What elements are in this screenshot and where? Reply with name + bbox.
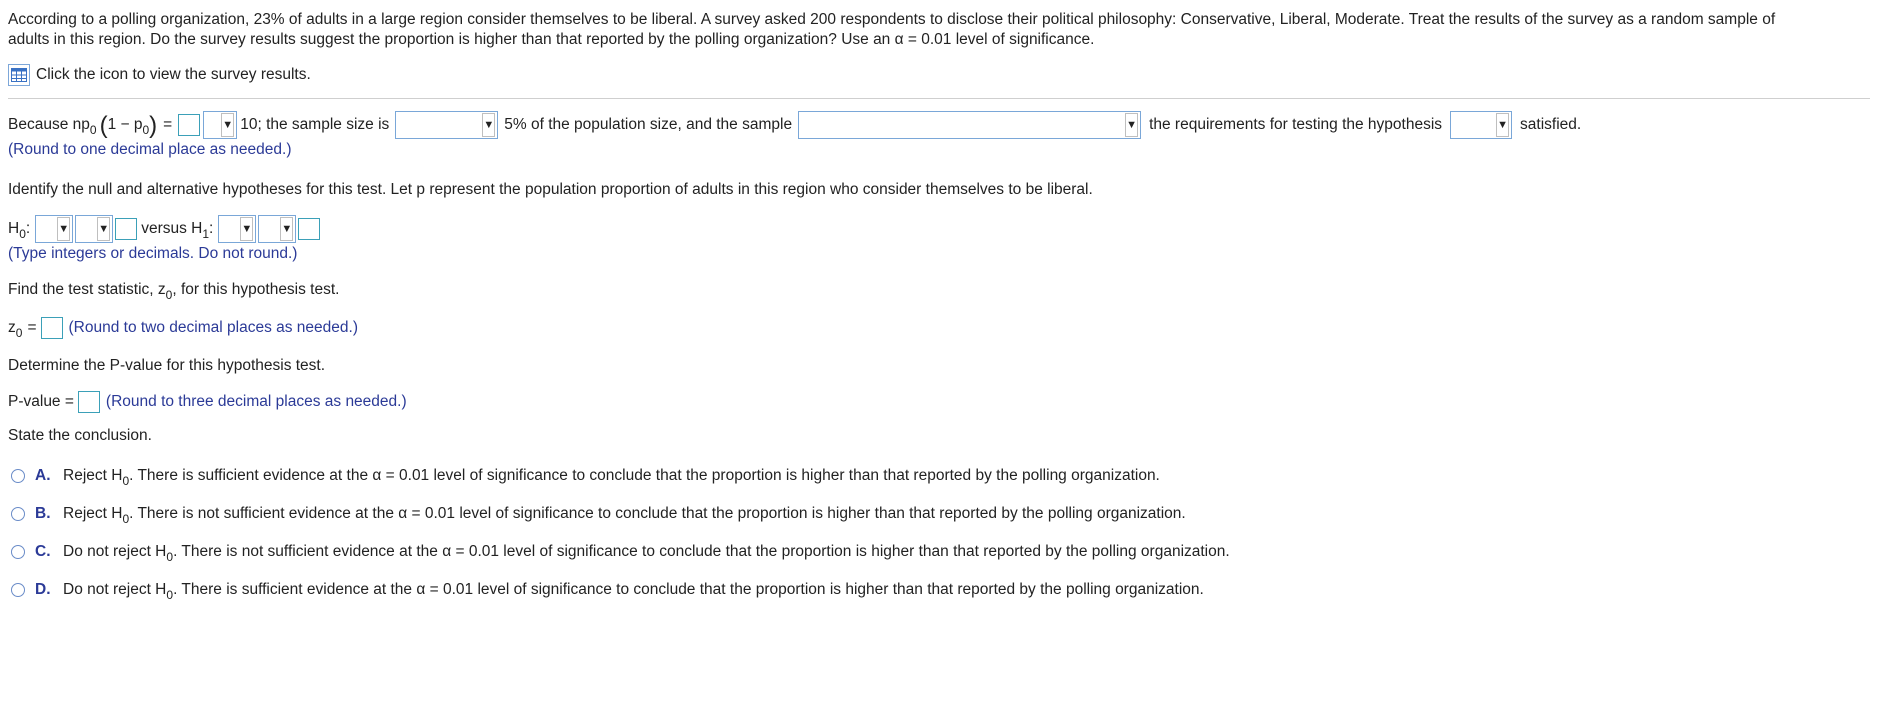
- integers-decimals-hint: (Type integers or decimals. Do not round.): [8, 245, 298, 262]
- open-paren: (: [99, 112, 108, 139]
- dropdown-arrow-icon[interactable]: ▼: [57, 217, 70, 241]
- requirements-dropdown[interactable]: [1450, 111, 1512, 139]
- sample-type-dropdown[interactable]: [798, 111, 1141, 139]
- problem-text-line-1: According to a polling organization, 23% of adults in a large region consider themselves to be liberal. A survey asked 200 respondents to disclose their political philosophy: Conservative, Liberal, Moderate. Treat the results of the survey as a random sample of: [8, 11, 1776, 28]
- h1-operator-dropdown[interactable]: [258, 215, 296, 243]
- problem-statement: [8, 10, 1870, 50]
- h0-label: $H_0$:: [8, 220, 31, 241]
- option-letter: D.: [35, 581, 51, 598]
- requirements-row: [8, 111, 1870, 139]
- option-b[interactable]: [8, 495, 1870, 533]
- option-text: Do not reject $H_0$. There is sufficient evidence at the α = 0.01 level of significance to conclude that the proportion is higher than that reported by the polling organization.: [63, 581, 1204, 602]
- ten-sample-label: 10; the sample size is: [240, 116, 390, 133]
- requirements-for-label: the requirements for testing the hypothesis: [1149, 116, 1443, 133]
- h0-operator-dropdown[interactable]: [75, 215, 113, 243]
- hypotheses-row: [8, 215, 1870, 243]
- h0-value-input[interactable]: [115, 218, 137, 240]
- subscript-0: 0: [89, 123, 97, 137]
- radio-a[interactable]: [11, 469, 25, 483]
- test-statistic-row: [8, 317, 1870, 339]
- one-minus-p-label: 1 − p: [107, 116, 143, 133]
- survey-results-link-text[interactable]: Click the icon to view the survey results.: [36, 66, 311, 83]
- because-label: Because np: [8, 116, 90, 133]
- radio-d[interactable]: [11, 583, 25, 597]
- equals-sign: =: [163, 116, 173, 133]
- dropdown-arrow-icon[interactable]: ▼: [280, 217, 293, 241]
- test-statistic-prompt: Find the test statistic, $z_0$, for this hypothesis test.: [8, 281, 340, 302]
- h0-parameter-dropdown[interactable]: [35, 215, 73, 243]
- round-three-decimal-hint: (Round to three decimal places as needed.): [105, 393, 407, 410]
- npq-value-input[interactable]: [178, 114, 200, 136]
- option-letter: C.: [35, 543, 51, 560]
- subscript-0: 0: [142, 123, 150, 137]
- option-text: Reject $H_0$. There is sufficient evidence at the α = 0.01 level of significance to conclude that the proportion is higher than that reported by the polling organization.: [63, 467, 1160, 488]
- dropdown-arrow-icon[interactable]: ▼: [482, 113, 495, 137]
- radio-c[interactable]: [11, 545, 25, 559]
- radio-b[interactable]: [11, 507, 25, 521]
- pvalue-prompt: Determine the P-value for this hypothesis test.: [8, 357, 326, 374]
- h1-value-input[interactable]: [298, 218, 320, 240]
- h1-parameter-dropdown[interactable]: [218, 215, 256, 243]
- dropdown-arrow-icon[interactable]: ▼: [97, 217, 110, 241]
- option-letter: A.: [35, 467, 51, 484]
- pvalue-row: [8, 391, 1870, 413]
- z0-label: $z_0$: [8, 319, 23, 340]
- problem-text-line-2: adults in this region. Do the survey results suggest the proportion is higher than that reported by the polling organization? Use an α = 0.01 level of significance.: [8, 31, 1095, 48]
- comparison-dropdown-1[interactable]: [203, 111, 237, 139]
- round-one-decimal-hint: (Round to one decimal place as needed.): [8, 141, 292, 158]
- satisfied-label: satisfied.: [1520, 116, 1582, 133]
- option-a[interactable]: [8, 457, 1870, 495]
- versus-h1-label: versus $H_1$:: [141, 220, 214, 241]
- option-text: Do not reject $H_0$. There is not sufficient evidence at the α = 0.01 level of significance to conclude that the proportion is higher than that reported by the polling organization.: [63, 543, 1230, 564]
- option-letter: B.: [35, 505, 51, 522]
- table-icon[interactable]: [8, 64, 30, 86]
- round-two-decimal-hint: (Round to two decimal places as needed.): [68, 319, 358, 336]
- option-d[interactable]: [8, 571, 1870, 609]
- dropdown-arrow-icon[interactable]: ▼: [1125, 113, 1138, 137]
- dropdown-arrow-icon[interactable]: ▼: [1496, 113, 1509, 137]
- close-paren: ): [149, 112, 158, 139]
- conclusion-options: [8, 457, 1870, 609]
- conclusion-prompt: State the conclusion.: [8, 427, 152, 444]
- dropdown-arrow-icon[interactable]: ▼: [240, 217, 253, 241]
- survey-results-link[interactable]: [8, 62, 1870, 88]
- hypotheses-intro: Identify the null and alternative hypotheses for this test. Let p represent the population proportion of adults in this region who consider themselves to be liberal.: [8, 181, 1093, 198]
- pvalue-input[interactable]: [78, 391, 100, 413]
- option-c[interactable]: [8, 533, 1870, 571]
- pvalue-label: P-value =: [8, 393, 74, 410]
- dropdown-arrow-icon[interactable]: ▼: [221, 113, 234, 137]
- equals-sign: =: [27, 319, 37, 336]
- sample-size-dropdown[interactable]: [395, 111, 498, 139]
- z0-input[interactable]: [41, 317, 63, 339]
- option-text: Reject $H_0$. There is not sufficient evidence at the α = 0.01 level of significance to conclude that the proportion is higher than that reported by the polling organization.: [63, 505, 1186, 526]
- five-percent-label: 5% of the population size, and the sample: [504, 116, 793, 133]
